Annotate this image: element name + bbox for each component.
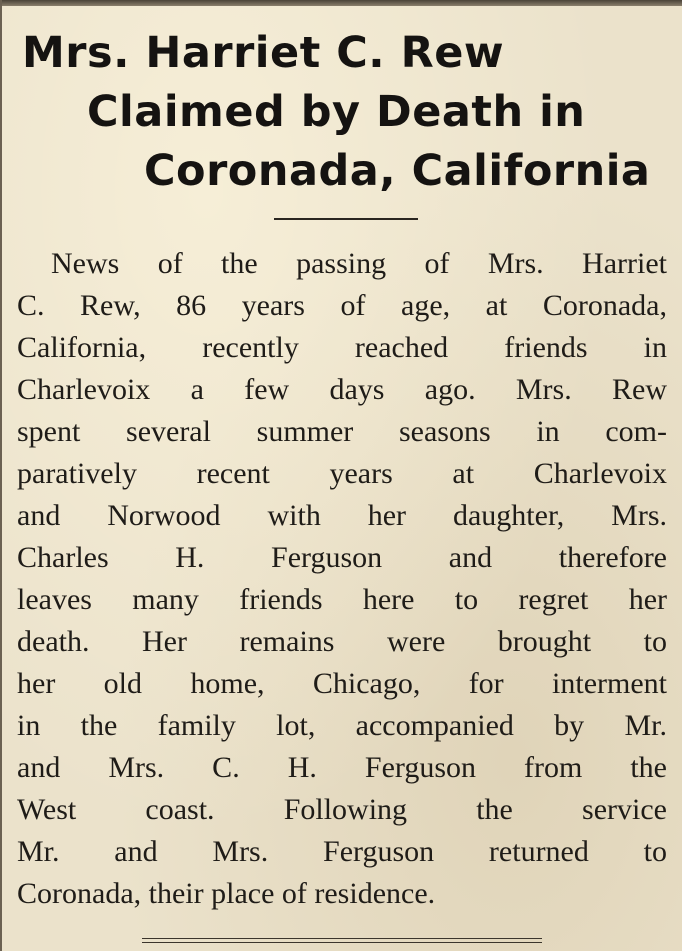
body-line: Charles H. Ferguson and therefore <box>17 541 667 574</box>
body-line: in the family lot, accompanied by Mr. <box>17 709 667 742</box>
headline-line: Coronada, California <box>144 146 651 196</box>
body-line: Mr. and Mrs. Ferguson returned to <box>17 835 667 868</box>
body-line: paratively recent years at Charlevoix <box>17 457 667 490</box>
article-body <box>17 243 667 915</box>
body-line: C. Rew, 86 years of age, at Coronada, <box>17 289 667 322</box>
body-line: Charlevoix a few days ago. Mrs. Rew <box>17 373 667 406</box>
bottom-border-rule <box>142 938 542 943</box>
body-line: and Mrs. C. H. Ferguson from the <box>17 751 667 784</box>
body-line: and Norwood with her daughter, Mrs. <box>17 499 667 532</box>
body-line: News of the passing of Mrs. Harriet <box>51 247 667 280</box>
body-line: California, recently reached friends in <box>17 331 667 364</box>
headline-line: Claimed by Death in <box>87 87 586 137</box>
body-line: leaves many friends here to regret her <box>17 583 667 616</box>
headline-line: Mrs. Harriet C. Rew <box>22 28 505 78</box>
headline <box>2 24 682 201</box>
body-line: her old home, Chicago, for interment <box>17 667 667 700</box>
body-line: death. Her remains were brought to <box>17 625 667 658</box>
body-line: West coast. Following the service <box>17 793 667 826</box>
headline-divider <box>274 218 418 220</box>
body-line: Coronada, their place of residence. <box>17 877 436 910</box>
body-line: spent several summer seasons in com- <box>17 415 667 448</box>
top-border-rule <box>2 0 682 6</box>
